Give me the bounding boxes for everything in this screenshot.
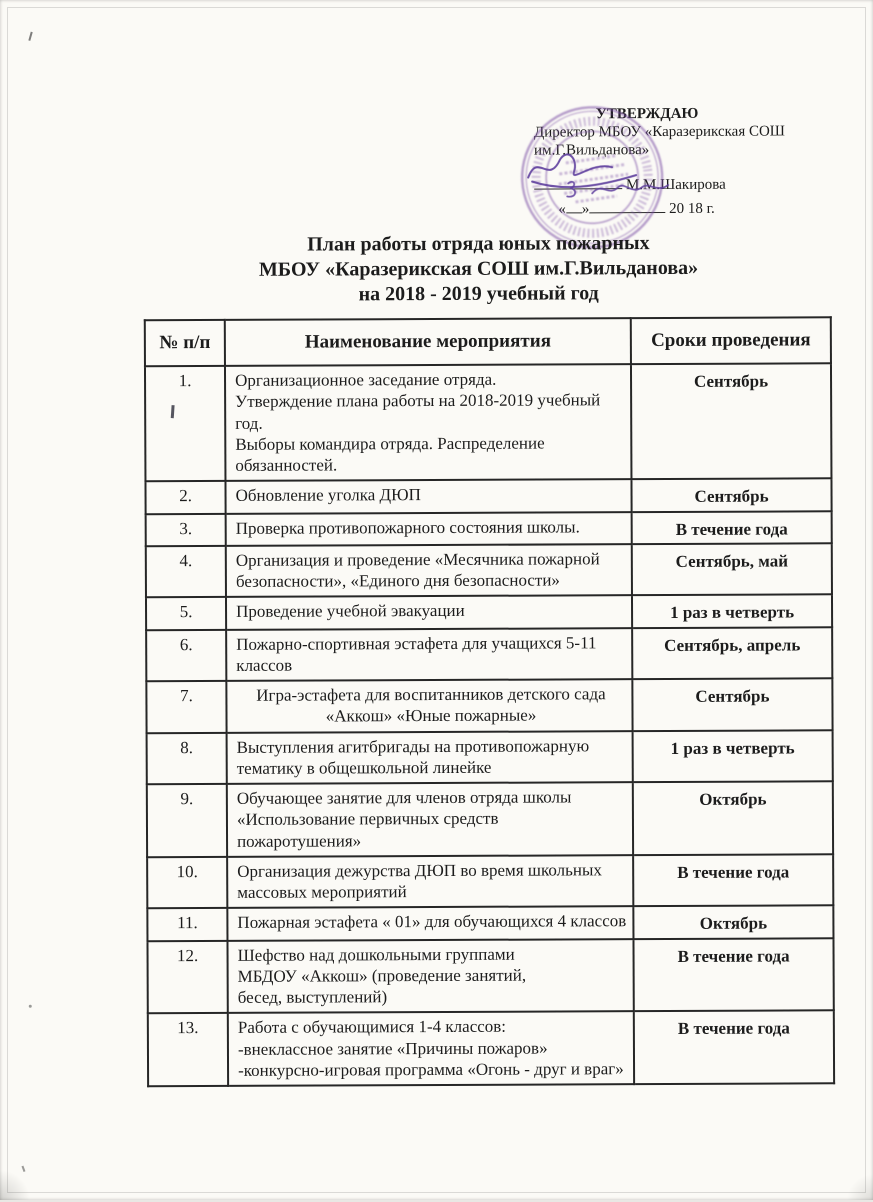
approval-date-row: [558, 198, 834, 218]
date-quote-close: »: [581, 201, 590, 218]
event-dates: Октябрь: [633, 781, 833, 855]
event-name: Пожарно-спортивная эстафета для учащихся 5-11 классов: [226, 628, 632, 681]
row-num: 8.: [147, 732, 227, 784]
plan-table: [144, 316, 835, 1087]
table-row: [146, 595, 832, 630]
approval-director-line-2: им.Г.Вильданова»: [534, 142, 650, 159]
event-dates: 1 раз в четверть: [633, 730, 833, 782]
event-dates: Сентябрь: [631, 363, 832, 479]
event-name: Организация дежурства ДЮП во время школьных массовых мероприятий: [227, 855, 633, 908]
scan-artifact: [22, 1166, 26, 1172]
row-num: 12.: [147, 940, 227, 1013]
row-num: 1.: [145, 366, 226, 482]
event-name: Шефство над дошкольными группами МБДОУ «Аккош» (проведение занятий, бесед, выступлений): [227, 939, 633, 1014]
table-row: [147, 781, 833, 857]
row-num: 13.: [148, 1013, 228, 1086]
approval-block: [534, 104, 834, 218]
table-row: [146, 678, 832, 732]
event-name: Обучающее занятие для членов отряда школы «Использование первичных средств пожаротушения»: [227, 782, 633, 857]
header-dates: Сроки проведения: [631, 317, 831, 364]
approval-approve-label: УТВЕРЖДАЮ: [595, 105, 699, 123]
event-dates: В течение года: [633, 938, 833, 1012]
row-num: 11.: [147, 908, 227, 941]
table-row: [147, 938, 833, 1014]
date-day-blank: [566, 199, 582, 213]
table-row: [146, 543, 832, 597]
date-month-blank: [589, 199, 665, 213]
approval-director-line-1: Директор МБОУ «Каразерикская СОШ: [533, 123, 785, 141]
table-row: [147, 854, 833, 908]
event-name: Организационное заседание отряда. Утверждение плана работы на 2018-2019 учебный год. Выборы командира отряда. Распределение обязанностей.: [225, 364, 631, 481]
event-dates: Сентябрь, май: [632, 543, 832, 595]
event-dates: В течение года: [633, 854, 833, 906]
row-num: 9.: [147, 784, 227, 857]
table-row: [146, 627, 832, 681]
event-dates: 1 раз в четверть: [632, 595, 832, 628]
table-row: [146, 511, 832, 546]
date-quote-open: «: [558, 201, 566, 218]
approval-signatory-name: М.М.Шакирова: [625, 176, 726, 194]
title-line-3: на 2018 - 2019 учебный год: [358, 282, 599, 306]
event-dates: Сентябрь: [632, 678, 832, 730]
event-dates: В течение года: [632, 511, 832, 544]
event-name: Игра-эстафета для воспитанников детского сада «Аккош» «Юные пожарные»: [226, 679, 632, 732]
event-name: Организация и проведение «Месячника пожарной безопасности», «Единого дня безопасности»: [226, 544, 632, 597]
document-title: [118, 230, 838, 308]
row-num: 6.: [146, 629, 226, 681]
event-name: Проведение учебной эвакуации: [226, 595, 632, 629]
header-num: № п/п: [145, 320, 225, 366]
event-dates: Сентябрь, апрель: [632, 627, 832, 679]
table-header-row: [145, 317, 831, 366]
table-row: [145, 479, 831, 514]
table-row: [148, 1011, 834, 1087]
header-name: Наименование мероприятия: [225, 318, 631, 366]
event-dates: Октябрь: [633, 906, 833, 939]
table-row: [145, 363, 831, 481]
date-year-text: 20 18 г.: [669, 200, 715, 217]
scan-artifact: [28, 32, 32, 41]
event-dates: Сентябрь: [631, 479, 831, 512]
row-num: 7.: [146, 681, 226, 733]
event-name: Работа с обучающимися 1-4 классов: -внеклассное занятие «Причины пожаров» -конкурсно-игровая программа «Огонь - друг и враг»: [228, 1011, 634, 1086]
table-row: [147, 906, 833, 941]
row-num: 10.: [147, 857, 227, 909]
row-num: 2.: [145, 481, 225, 514]
table-row: [147, 730, 833, 784]
title-line-1: План работы отряда юных пожарных: [307, 232, 650, 256]
event-name: Обновление уголка ДЮП: [225, 479, 631, 513]
title-line-2: МБОУ «Каразерикская СОШ им.Г.Вильданова»: [258, 256, 699, 281]
signature-row: [534, 174, 834, 194]
event-name: Проверка противопожарного состояния школы.: [226, 512, 632, 546]
row-num: 3.: [146, 513, 226, 546]
row-num: 5.: [146, 597, 226, 630]
scan-artifact: [29, 1005, 32, 1008]
row-num: 4.: [146, 546, 226, 598]
event-name: Пожарная эстафета « 01» для обучающихся 4 классов: [227, 906, 633, 940]
signature-line: [534, 175, 622, 189]
event-name: Выступления агитбригады на противопожарную тематику в общешкольной линейке: [227, 731, 633, 784]
event-dates: В течение года: [634, 1011, 834, 1085]
